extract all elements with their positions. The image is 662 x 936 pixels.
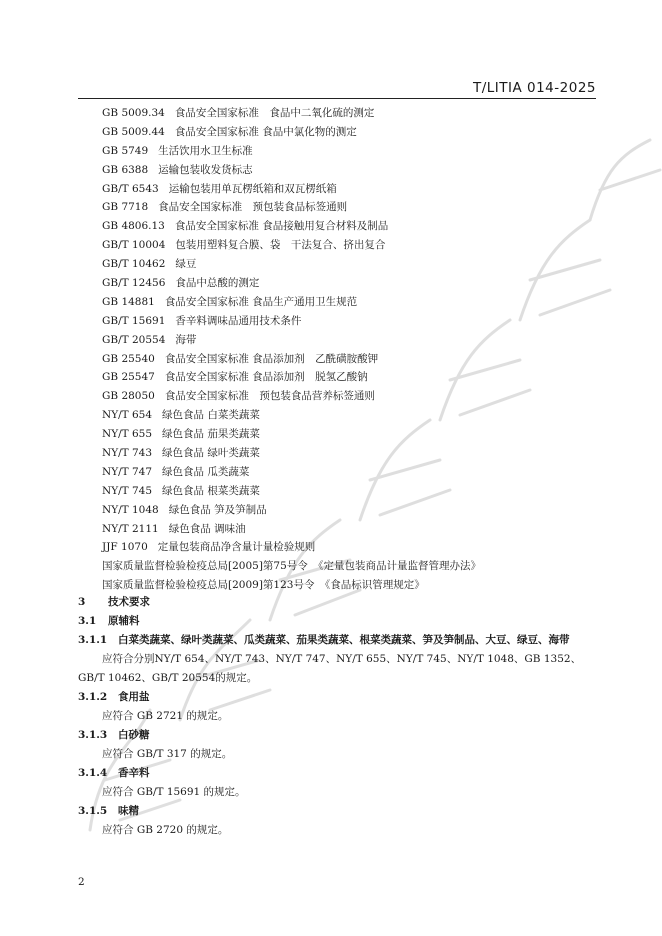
reference-code: GB 7718 bbox=[102, 201, 149, 214]
reference-title: 绿色食品 调味油 bbox=[168, 522, 246, 535]
reference-code: GB 25547 bbox=[102, 371, 155, 384]
reference-title: 食品安全国家标准 预包装食品标签通则 bbox=[158, 201, 348, 214]
reference-title: 运输包装收发货标志 bbox=[158, 163, 253, 176]
section-title: 味精 bbox=[118, 805, 139, 817]
reference-code: GB 14881 bbox=[102, 295, 155, 308]
reference-item bbox=[102, 217, 602, 236]
section-title: 技术要求 bbox=[108, 596, 150, 608]
reference-code: GB 4806.13 bbox=[102, 220, 165, 233]
reference-item bbox=[102, 387, 602, 406]
reference-code: GB/T 20554 bbox=[102, 333, 166, 346]
reference-item bbox=[102, 368, 602, 387]
reference-item bbox=[102, 236, 602, 255]
section-3-1-1-heading bbox=[78, 631, 598, 650]
reference-title: 食品安全国家标准 食品生产通用卫生规范 bbox=[164, 295, 358, 308]
reference-title: 运输包装用单瓦楞纸箱和双瓦楞纸箱 bbox=[168, 182, 337, 195]
reference-code: NY/T 655 bbox=[102, 428, 153, 441]
reference-code: GB/T 10004 bbox=[102, 239, 166, 252]
reference-item bbox=[102, 520, 602, 539]
reference-title: 食品安全国家标准 食品接触用复合材料及制品 bbox=[174, 220, 389, 233]
section-3-1-4-text: 应符合 GB/T 15691 的规定。 bbox=[102, 786, 246, 798]
reference-code: NY/T 654 bbox=[102, 409, 153, 422]
section-number: 3 bbox=[78, 596, 86, 608]
section-number: 3.1.1 bbox=[78, 634, 108, 646]
reference-item bbox=[102, 350, 602, 369]
reference-title: 绿色食品 白菜类蔬菜 bbox=[162, 409, 260, 422]
reference-item bbox=[102, 293, 602, 312]
reference-code: NY/T 2111 bbox=[102, 522, 159, 535]
reference-title: 绿色食品 根菜类蔬菜 bbox=[162, 484, 260, 497]
reference-item bbox=[102, 274, 602, 293]
reference-item bbox=[102, 142, 602, 161]
reference-code: GB/T 6543 bbox=[102, 182, 159, 195]
reference-title: 食品安全国家标准 预包装食品营养标签通则 bbox=[164, 390, 375, 403]
section-3-1-4-heading bbox=[78, 764, 598, 783]
reference-title: 海带 bbox=[175, 333, 197, 346]
reference-title: 食品安全国家标准 食品中氯化物的测定 bbox=[174, 125, 357, 138]
reference-code: GB 5009.34 bbox=[102, 107, 165, 119]
header-divider bbox=[78, 98, 596, 99]
reference-title: 食品安全国家标准 食品添加剂 乙酰磺胺酸钾 bbox=[164, 352, 379, 365]
section-3-1-3-heading bbox=[78, 726, 598, 745]
section-3-1-5-heading bbox=[78, 802, 598, 821]
reference-title: 绿色食品 瓜类蔬菜 bbox=[162, 465, 250, 478]
section-3-1-heading bbox=[78, 612, 598, 631]
reference-code: GB/T 12456 bbox=[102, 277, 166, 290]
section-title: 食用盐 bbox=[118, 691, 150, 703]
section-3-heading bbox=[78, 593, 598, 612]
reference-code: GB 6388 bbox=[102, 163, 149, 176]
reference-code: NY/T 743 bbox=[102, 447, 153, 460]
reference-code: GB 28050 bbox=[102, 390, 155, 403]
section-3-1-5-text: 应符合 GB 2720 的规定。 bbox=[102, 824, 229, 836]
reference-item bbox=[102, 161, 602, 180]
reference-title: 生活饮用水卫生标准 bbox=[158, 144, 253, 157]
reference-item bbox=[102, 425, 602, 444]
reference-title: 香辛料调味品通用技术条件 bbox=[175, 314, 302, 327]
reference-item bbox=[102, 406, 602, 425]
reference-title: 定量包装商品净含量计量检验规则 bbox=[157, 541, 316, 554]
section-title: 白砂糖 bbox=[118, 729, 150, 741]
section-3-1-1-text: 应符合分别NY/T 654、NY/T 743、NY/T 747、NY/T 655、NY/T 745、NY/T 1048、GB 1352、GB/T 10462、GB/T 20554的规定。 bbox=[78, 653, 582, 684]
reference-title: 食品安全国家标准 食品中二氧化硫的测定 bbox=[174, 107, 375, 119]
reference-code: JJF 1070 bbox=[102, 541, 148, 554]
section-number: 3.1.5 bbox=[78, 805, 108, 817]
reference-item bbox=[102, 331, 602, 350]
section-number: 3.1.4 bbox=[78, 767, 108, 779]
section-number: 3.1.2 bbox=[78, 691, 108, 703]
reference-item bbox=[102, 482, 602, 501]
section-title: 原辅料 bbox=[108, 615, 140, 627]
reference-title: 包装用塑料复合膜、袋 干法复合、挤出复合 bbox=[175, 239, 386, 252]
reference-code: GB/T 10462 bbox=[102, 258, 166, 271]
reference-item bbox=[102, 557, 602, 576]
section-3-1-3-text: 应符合 GB/T 317 的规定。 bbox=[102, 748, 233, 760]
section-technical-requirements bbox=[78, 593, 598, 840]
page-number: 2 bbox=[78, 876, 85, 888]
reference-item bbox=[102, 104, 602, 123]
reference-title: 绿色食品 笋及笋制品 bbox=[168, 503, 267, 516]
reference-item bbox=[102, 463, 602, 482]
reference-item bbox=[102, 180, 602, 199]
reference-title: 绿色食品 绿叶类蔬菜 bbox=[162, 447, 260, 460]
reference-code: GB 25540 bbox=[102, 352, 155, 365]
reference-item bbox=[102, 123, 602, 142]
reference-title: 食品中总酸的测定 bbox=[175, 277, 260, 290]
reference-title: 绿豆 bbox=[175, 258, 197, 271]
section-title: 香辛料 bbox=[118, 767, 150, 779]
section-3-1-2-text: 应符合 GB 2721 的规定。 bbox=[102, 710, 229, 722]
reference-code: NY/T 1048 bbox=[102, 503, 159, 516]
reference-item bbox=[102, 501, 602, 520]
reference-code: GB 5749 bbox=[102, 144, 149, 157]
reference-item bbox=[102, 444, 602, 463]
normative-references-list bbox=[102, 104, 602, 595]
reference-title: 国家质量监督检验检疫总局[2009]第123号令 《食品标识管理规定》 bbox=[102, 579, 425, 592]
reference-item bbox=[102, 255, 602, 274]
reference-item bbox=[102, 312, 602, 331]
reference-title: 绿色食品 茄果类蔬菜 bbox=[162, 428, 260, 441]
section-number: 3.1.3 bbox=[78, 729, 108, 741]
reference-code: GB 5009.44 bbox=[102, 125, 165, 138]
reference-title: 国家质量监督检验检疫总局[2005]第75号令 《定量包装商品计量监督管理办法》 bbox=[102, 560, 482, 573]
reference-code: NY/T 747 bbox=[102, 465, 153, 478]
section-number: 3.1 bbox=[78, 615, 97, 627]
document-code: T/LITIA 014-2025 bbox=[472, 80, 596, 96]
section-3-1-2-heading bbox=[78, 688, 598, 707]
reference-code: NY/T 745 bbox=[102, 484, 153, 497]
section-title: 白菜类蔬菜、绿叶类蔬菜、瓜类蔬菜、茄果类蔬菜、根菜类蔬菜、笋及笋制品、大豆、绿豆、海带 bbox=[118, 634, 570, 646]
reference-item bbox=[102, 538, 602, 557]
reference-title: 食品安全国家标准 食品添加剂 脱氢乙酸钠 bbox=[164, 371, 368, 384]
reference-code: GB/T 15691 bbox=[102, 314, 166, 327]
reference-item bbox=[102, 198, 602, 217]
